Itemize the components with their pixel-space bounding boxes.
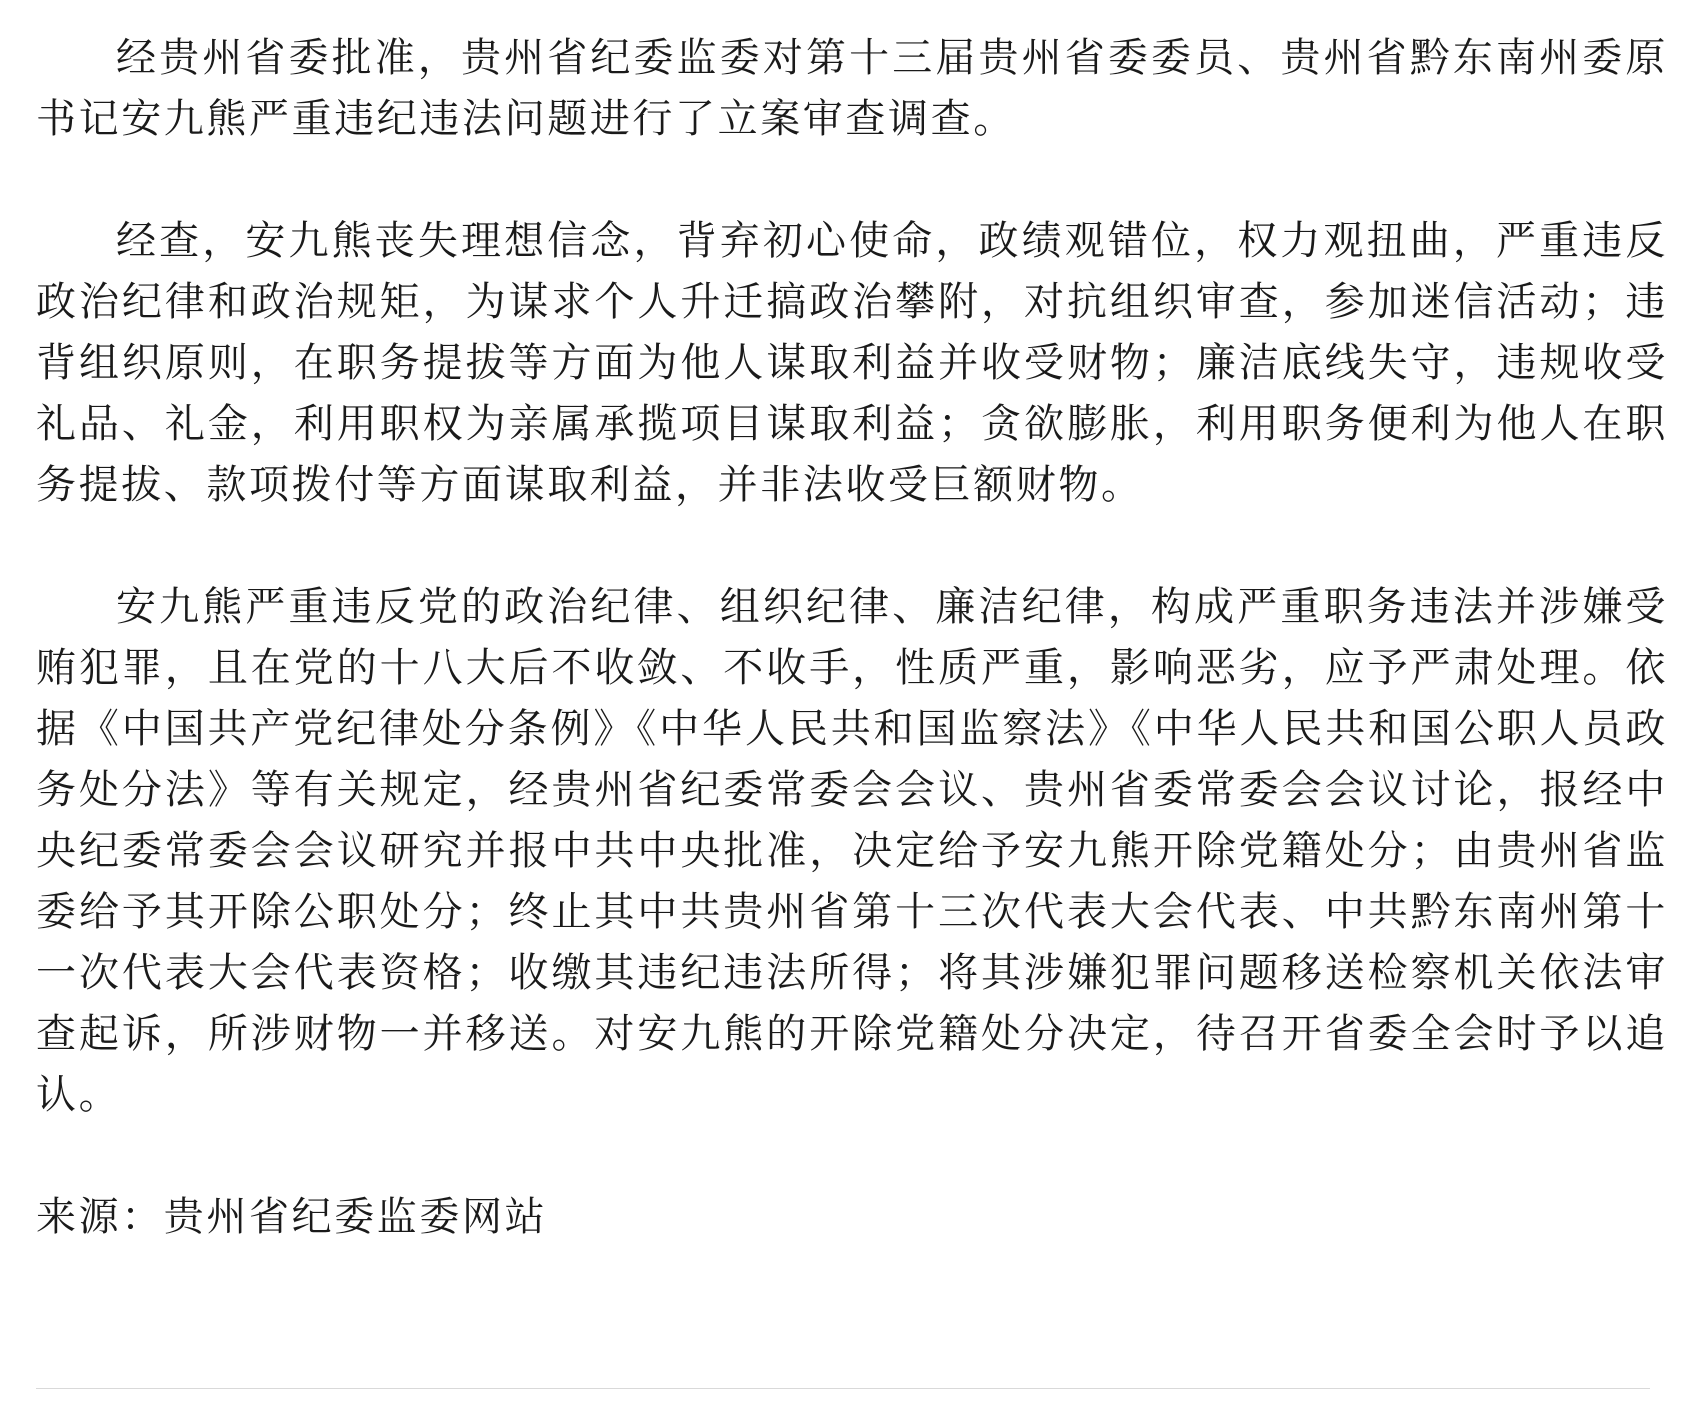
article-body <box>36 28 1668 1248</box>
paragraph-approval: 经贵州省委批准，贵州省纪委监委对第十三届贵州省委委员、贵州省黔东南州委原书记安九熊严重违纪违法问题进行了立案审查调查。 <box>36 35 1668 142</box>
bottom-divider <box>36 1388 1650 1389</box>
source-line: 来源：贵州省纪委监委网站 <box>36 1194 548 1240</box>
paragraph-decision: 安九熊严重违反党的政治纪律、组织纪律、廉洁纪律，构成严重职务违法并涉嫌受贿犯罪，且在党的十八大后不收敛、不收手，性质严重，影响恶劣，应予严肃处理。依据《中国共产党纪律处分条例》《中华人民共和国监察法》《中华人民共和国公职人员政务处分法》等有关规定，经贵州省纪委常委会会议、贵州省委常委会会议讨论，报经中央纪委常委会会议研究并报中共中央批准，决定给予安九熊开除党籍处分；由贵州省监委给予其开除公职处分；终止其中共贵州省第十三次代表大会代表、中共黔东南州第十一次代表大会代表资格；收缴其违纪违法所得；将其涉嫌犯罪问题移送检察机关依法审查起诉，所涉财物一并移送。对安九熊的开除党籍处分决定，待召开省委全会时予以追认。 <box>36 584 1668 1118</box>
paragraph-findings: 经查，安九熊丧失理想信念，背弃初心使命，政绩观错位，权力观扭曲，严重违反政治纪律和政治规矩，为谋求个人升迁搞政治攀附，对抗组织审查，参加迷信活动；违背组织原则，在职务提拔等方面为他人谋取利益并收受财物；廉洁底线失守，违规收受礼品、礼金，利用职权为亲属承揽项目谋取利益；贪欲膨胀，利用职务便利为他人在职务提拔、款项拨付等方面谋取利益，并非法收受巨额财物。 <box>36 218 1668 508</box>
